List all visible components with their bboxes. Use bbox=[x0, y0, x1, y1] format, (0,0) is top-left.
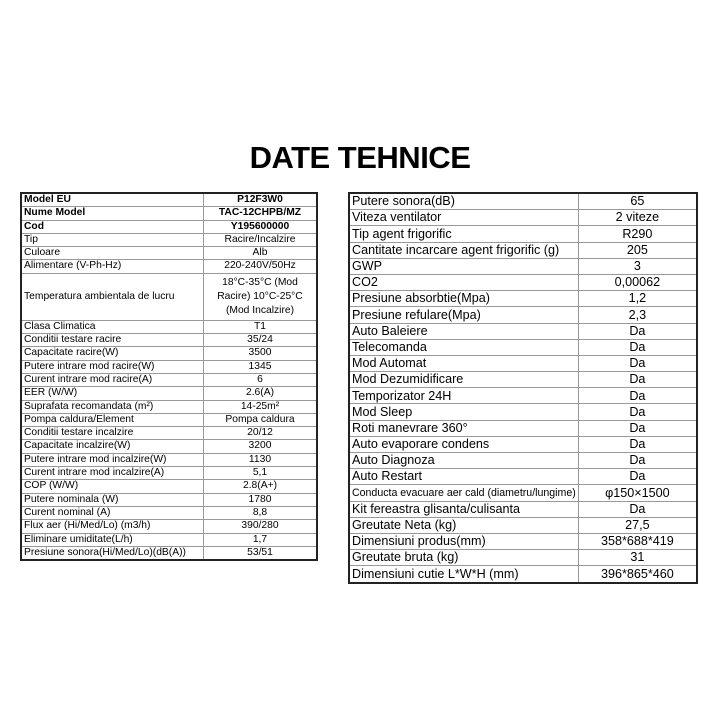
table-row bbox=[21, 320, 317, 333]
table-row bbox=[21, 480, 317, 493]
table-row bbox=[21, 220, 317, 233]
spec-value: 1,2 bbox=[578, 291, 697, 307]
table-row bbox=[349, 453, 697, 469]
spec-label: Auto Diagnoza bbox=[349, 453, 578, 469]
spec-value: 6 bbox=[204, 373, 318, 386]
spec-value: 14-25m² bbox=[204, 400, 318, 413]
table-row bbox=[349, 323, 697, 339]
spec-label: Greutate bruta (kg) bbox=[349, 550, 578, 566]
table-row bbox=[349, 339, 697, 355]
spec-value: Da bbox=[578, 388, 697, 404]
table-row bbox=[349, 355, 697, 371]
spec-label: Eliminare umiditate(L/h) bbox=[21, 533, 204, 546]
spec-value: Da bbox=[578, 436, 697, 452]
spec-label: Dimensiuni cutie L*W*H (mm) bbox=[349, 566, 578, 583]
spec-value: 0,00062 bbox=[578, 274, 697, 290]
spec-label: Putere intrare mod incalzire(W) bbox=[21, 453, 204, 466]
table-row bbox=[21, 427, 317, 440]
table-row bbox=[21, 493, 317, 506]
spec-label: Viteza ventilator bbox=[349, 210, 578, 226]
spec-value: 220-240V/50Hz bbox=[204, 260, 318, 273]
spec-value: 1780 bbox=[204, 493, 318, 506]
table-row bbox=[349, 566, 697, 583]
spec-value: 65 bbox=[578, 193, 697, 210]
table-row bbox=[21, 520, 317, 533]
spec-label: Conditii testare racire bbox=[21, 334, 204, 347]
spec-value: Da bbox=[578, 420, 697, 436]
spec-label: COP (W/W) bbox=[21, 480, 204, 493]
table-row bbox=[21, 413, 317, 426]
spec-label: Telecomanda bbox=[349, 339, 578, 355]
spec-value: 3500 bbox=[204, 347, 318, 360]
table-row bbox=[349, 242, 697, 258]
spec-label: Auto Restart bbox=[349, 469, 578, 485]
spec-label: Presiune absorbtie(Mpa) bbox=[349, 291, 578, 307]
spec-label: Putere nominala (W) bbox=[21, 493, 204, 506]
spec-value: 31 bbox=[578, 550, 697, 566]
table-row bbox=[21, 247, 317, 260]
table-row bbox=[349, 258, 697, 274]
table-row bbox=[349, 469, 697, 485]
spec-label: Auto evaporare condens bbox=[349, 436, 578, 452]
spec-label: Pompa caldura/Element bbox=[21, 413, 204, 426]
table-row bbox=[21, 546, 317, 560]
spec-label: Kit fereastra glisanta/culisanta bbox=[349, 501, 578, 517]
spec-value: 3 bbox=[578, 258, 697, 274]
spec-value: Da bbox=[578, 469, 697, 485]
spec-label: Curent intrare mod racire(A) bbox=[21, 373, 204, 386]
spec-value: Alb bbox=[204, 247, 318, 260]
spec-label: Curent intrare mod incalzire(A) bbox=[21, 467, 204, 480]
table-row bbox=[21, 334, 317, 347]
spec-label: Cantitate incarcare agent frigorific (g) bbox=[349, 242, 578, 258]
spec-value: 2 viteze bbox=[578, 210, 697, 226]
spec-label: Auto Baleiere bbox=[349, 323, 578, 339]
spec-value: 18°C-35°C (Mod Racire) 10°C-25°C (Mod Incalzire) bbox=[204, 273, 318, 320]
spec-value: Racire/Incalzire bbox=[204, 233, 318, 246]
table-row bbox=[21, 453, 317, 466]
spec-value: 27,5 bbox=[578, 517, 697, 533]
table-row bbox=[21, 193, 317, 207]
table-row bbox=[349, 436, 697, 452]
page-title: DATE TEHNICE bbox=[249, 140, 471, 175]
table-row bbox=[349, 388, 697, 404]
table-row bbox=[349, 307, 697, 323]
table-row bbox=[349, 517, 697, 533]
spec-value: TAC-12CHPB/MZ bbox=[204, 207, 318, 220]
specs-table-right bbox=[348, 192, 698, 584]
table-row bbox=[21, 347, 317, 360]
spec-label: Flux aer (Hi/Med/Lo) (m3/h) bbox=[21, 520, 204, 533]
table-row bbox=[21, 506, 317, 519]
spec-label: Conducta evacuare aer cald (diametru/lungime) bbox=[349, 485, 578, 501]
spec-value: Da bbox=[578, 323, 697, 339]
spec-label: Dimensiuni produs(mm) bbox=[349, 533, 578, 549]
spec-label: Putere intrare mod racire(W) bbox=[21, 360, 204, 373]
spec-label: Mod Sleep bbox=[349, 404, 578, 420]
spec-value: 205 bbox=[578, 242, 697, 258]
table-row bbox=[21, 373, 317, 386]
table-row bbox=[349, 550, 697, 566]
table-row bbox=[349, 193, 697, 210]
table-row bbox=[349, 420, 697, 436]
spec-label: Presiune sonora(Hi/Med/Lo)(dB(A)) bbox=[21, 546, 204, 560]
spec-value: 1,7 bbox=[204, 533, 318, 546]
table-row bbox=[21, 440, 317, 453]
spec-value: 358*688*419 bbox=[578, 533, 697, 549]
spec-label: Clasa Climatica bbox=[21, 320, 204, 333]
spec-value: Pompa caldura bbox=[204, 413, 318, 426]
spec-value: Da bbox=[578, 372, 697, 388]
spec-value: 35/24 bbox=[204, 334, 318, 347]
spec-label: CO2 bbox=[349, 274, 578, 290]
table-row bbox=[21, 260, 317, 273]
table-row bbox=[349, 274, 697, 290]
spec-label: GWP bbox=[349, 258, 578, 274]
spec-value: 396*865*460 bbox=[578, 566, 697, 583]
spec-value: Da bbox=[578, 453, 697, 469]
table-row bbox=[349, 291, 697, 307]
spec-label: Curent nominal (A) bbox=[21, 506, 204, 519]
spec-value: R290 bbox=[578, 226, 697, 242]
table-row bbox=[21, 207, 317, 220]
table-row bbox=[349, 501, 697, 517]
spec-label: Greutate Neta (kg) bbox=[349, 517, 578, 533]
spec-value: 1130 bbox=[204, 453, 318, 466]
table-row bbox=[21, 533, 317, 546]
spec-label: Putere sonora(dB) bbox=[349, 193, 578, 210]
spec-label: Conditii testare incalzire bbox=[21, 427, 204, 440]
table-row bbox=[21, 273, 317, 320]
spec-label: Temperatura ambientala de lucru bbox=[21, 273, 204, 320]
spec-value: 3200 bbox=[204, 440, 318, 453]
table-row bbox=[349, 404, 697, 420]
table-row bbox=[21, 387, 317, 400]
table-row bbox=[21, 400, 317, 413]
spec-label: Temporizator 24H bbox=[349, 388, 578, 404]
specs-table-left bbox=[20, 192, 318, 561]
spec-label: Cod bbox=[21, 220, 204, 233]
spec-value: T1 bbox=[204, 320, 318, 333]
spec-value: 5,1 bbox=[204, 467, 318, 480]
table-row bbox=[21, 467, 317, 480]
spec-label: Presiune refulare(Mpa) bbox=[349, 307, 578, 323]
spec-value: 390/280 bbox=[204, 520, 318, 533]
spec-value: Da bbox=[578, 501, 697, 517]
spec-label: Culoare bbox=[21, 247, 204, 260]
spec-label: Nume Model bbox=[21, 207, 204, 220]
spec-label: Suprafata recomandata (m²) bbox=[21, 400, 204, 413]
spec-label: EER (W/W) bbox=[21, 387, 204, 400]
spec-label: Roti manevrare 360° bbox=[349, 420, 578, 436]
spec-label: Mod Automat bbox=[349, 355, 578, 371]
table-row bbox=[349, 533, 697, 549]
table-row bbox=[349, 210, 697, 226]
spec-label: Mod Dezumidificare bbox=[349, 372, 578, 388]
spec-value: P12F3W0 bbox=[204, 193, 318, 207]
table-row bbox=[21, 233, 317, 246]
table-row bbox=[349, 485, 697, 501]
spec-value: 53/51 bbox=[204, 546, 318, 560]
spec-value: Da bbox=[578, 355, 697, 371]
spec-value: Y195600000 bbox=[204, 220, 318, 233]
spec-label: Capacitate incalzire(W) bbox=[21, 440, 204, 453]
table-row bbox=[349, 372, 697, 388]
spec-label: Model EU bbox=[21, 193, 204, 207]
spec-label: Alimentare (V-Ph-Hz) bbox=[21, 260, 204, 273]
spec-value: 2.8(A+) bbox=[204, 480, 318, 493]
table-row bbox=[349, 226, 697, 242]
spec-value: Da bbox=[578, 404, 697, 420]
spec-label: Tip agent frigorific bbox=[349, 226, 578, 242]
spec-value: 1345 bbox=[204, 360, 318, 373]
spec-label: Capacitate racire(W) bbox=[21, 347, 204, 360]
spec-value: 20/12 bbox=[204, 427, 318, 440]
spec-value: 2.6(A) bbox=[204, 387, 318, 400]
table-row bbox=[21, 360, 317, 373]
spec-value: φ150×1500 bbox=[578, 485, 697, 501]
spec-label: Tip bbox=[21, 233, 204, 246]
spec-value: 8,8 bbox=[204, 506, 318, 519]
spec-value: 2,3 bbox=[578, 307, 697, 323]
spec-value: Da bbox=[578, 339, 697, 355]
